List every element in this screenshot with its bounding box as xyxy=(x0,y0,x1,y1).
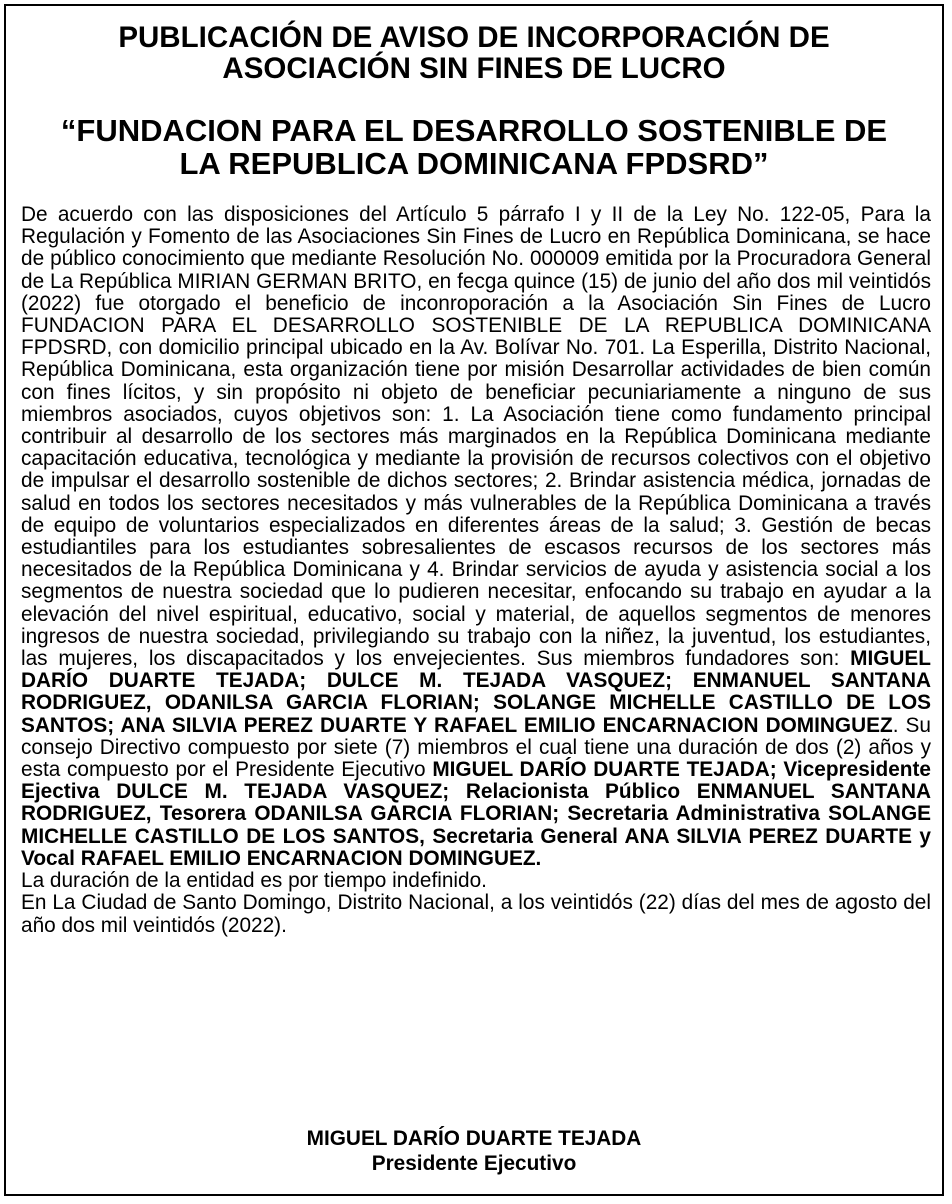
body-intro-text: De acuerdo con las disposiciones del Artículo 5 párrafo I y II de la Ley No. 122-05, Para la Regulación y Fomento de las Asociaciones Sin Fines de Lucro en República Dominicana, se hace de público conocimiento que mediante Resolución No. 000009 emitida por la Procuradora General de La República MIRIAN GERMAN BRITO, en fecga quince (15) de junio del año dos mil veintidós (2022) fue otorgado el beneficio de inconroporación a la Asociación Sin Fines de Lucro FUNDACION PARA EL DESARROLLO SOSTENIBLE DE LA REPUBLICA DOMINICANA FPDSRD, con domicilio principal ubicado en la Av. Bolívar No. 701. La Esperilla, Distrito Nacional, República Dominicana, esta organización tiene por misión Desarrollar actividades de bien común con fines lícitos, y sin propósito ni objeto de beneficiar pecuniariamente a ninguno de sus miembros asociados, cuyos objetivos son: 1. La Asociación tiene como fundamento principal contribuir al desarrollo de los sectores más marginados en la República Dominicana mediante capacitación educativa, tecnológica y mediante la provisión de recursos colectivos con el objetivo de impulsar el desarrollo sostenible de dichos sectores; 2. Brindar asistencia médica, jornadas de salud en todos los sectores necesitados y más vulnerables de la República Dominicana a través de equipo de voluntarios especializados en diferentes áreas de la salud; 3. Gestión de becas estudiantiles para los estudiantes sobresalientes de escasos recursos de los sectores más necesitados de la República Dominicana y 4. Brindar servicios de ayuda y asistencia social a los segmentos de nuestra sociedad que lo pudieren necesitar, enfocando su trabajo en ayudar a la elevación del nivel espiritual, educativo, social y material, de aquellos segmentos de menores ingresos de nuestra sociedad, privilegiando su trabajo con la niñez, la juventud, los estudiantes, las mujeres, los discapacitados y los envejecientes. Sus miembros fundadores son: xyxy=(21,203,931,671)
organization-name xyxy=(10,114,938,180)
signatory-name: MIGUEL DARÍO DUARTE TEJADA xyxy=(306,1127,642,1150)
notice-heading xyxy=(10,22,938,84)
org-name-line-1: “FUNDACION PARA EL DESARROLLO SOSTENIBLE DE xyxy=(60,113,888,148)
board-members-list: MIGUEL DARÍO DUARTE TEJADA; Vicepresidente Ejectiva DULCE M. TEJADA VASQUEZ; Relacionista Público ENMANUEL SANTANA RODRIGUEZ, Tesorera ODANILSA GARCIA FLORIAN; Secretaria Administrativa SOLANGE MICHELLE CASTILLO DE LOS SANTOS, Secretaria General ANA SILVIA PEREZ DUARTE y Vocal RAFAEL EMILIO ENCARNACION DOMINGUEZ. xyxy=(21,758,932,870)
founders-list: MIGUEL DARÍO DUARTE TEJADA; DULCE M. TEJADA VASQUEZ; ENMANUEL SANTANA RODRIGUEZ, ODANILSA GARCIA FLORIAN; SOLANGE MICHELLE CASTILLO DE LOS SANTOS; ANA SILVIA PEREZ DUARTE Y RAFAEL EMILIO ENCARNACION DOMINGUEZ xyxy=(21,647,931,737)
place-date-text: En La Ciudad de Santo Domingo, Distrito Nacional, a los veintidós (22) días del mes de agosto del año dos mil veintidós (2022). xyxy=(21,891,931,937)
signatory-title: Presidente Ejecutivo xyxy=(371,1152,577,1175)
org-name-line-2: LA REPUBLICA DOMINICANA FPDSRD” xyxy=(179,146,769,181)
duration-text: La duración de la entidad es por tiempo indefinido. xyxy=(21,869,487,893)
notice-body xyxy=(21,204,931,937)
heading-line-1: PUBLICACIÓN DE AVISO DE INCORPORACIÓN DE xyxy=(118,21,830,54)
heading-line-2: ASOCIACIÓN SIN FINES DE LUCRO xyxy=(222,52,726,85)
board-intro-text: . Su consejo Directivo compuesto por siete (7) miembros el cual tiene una duración de dos (2) años y esta compuesto por el Presidente Ejecutivo xyxy=(21,713,931,782)
